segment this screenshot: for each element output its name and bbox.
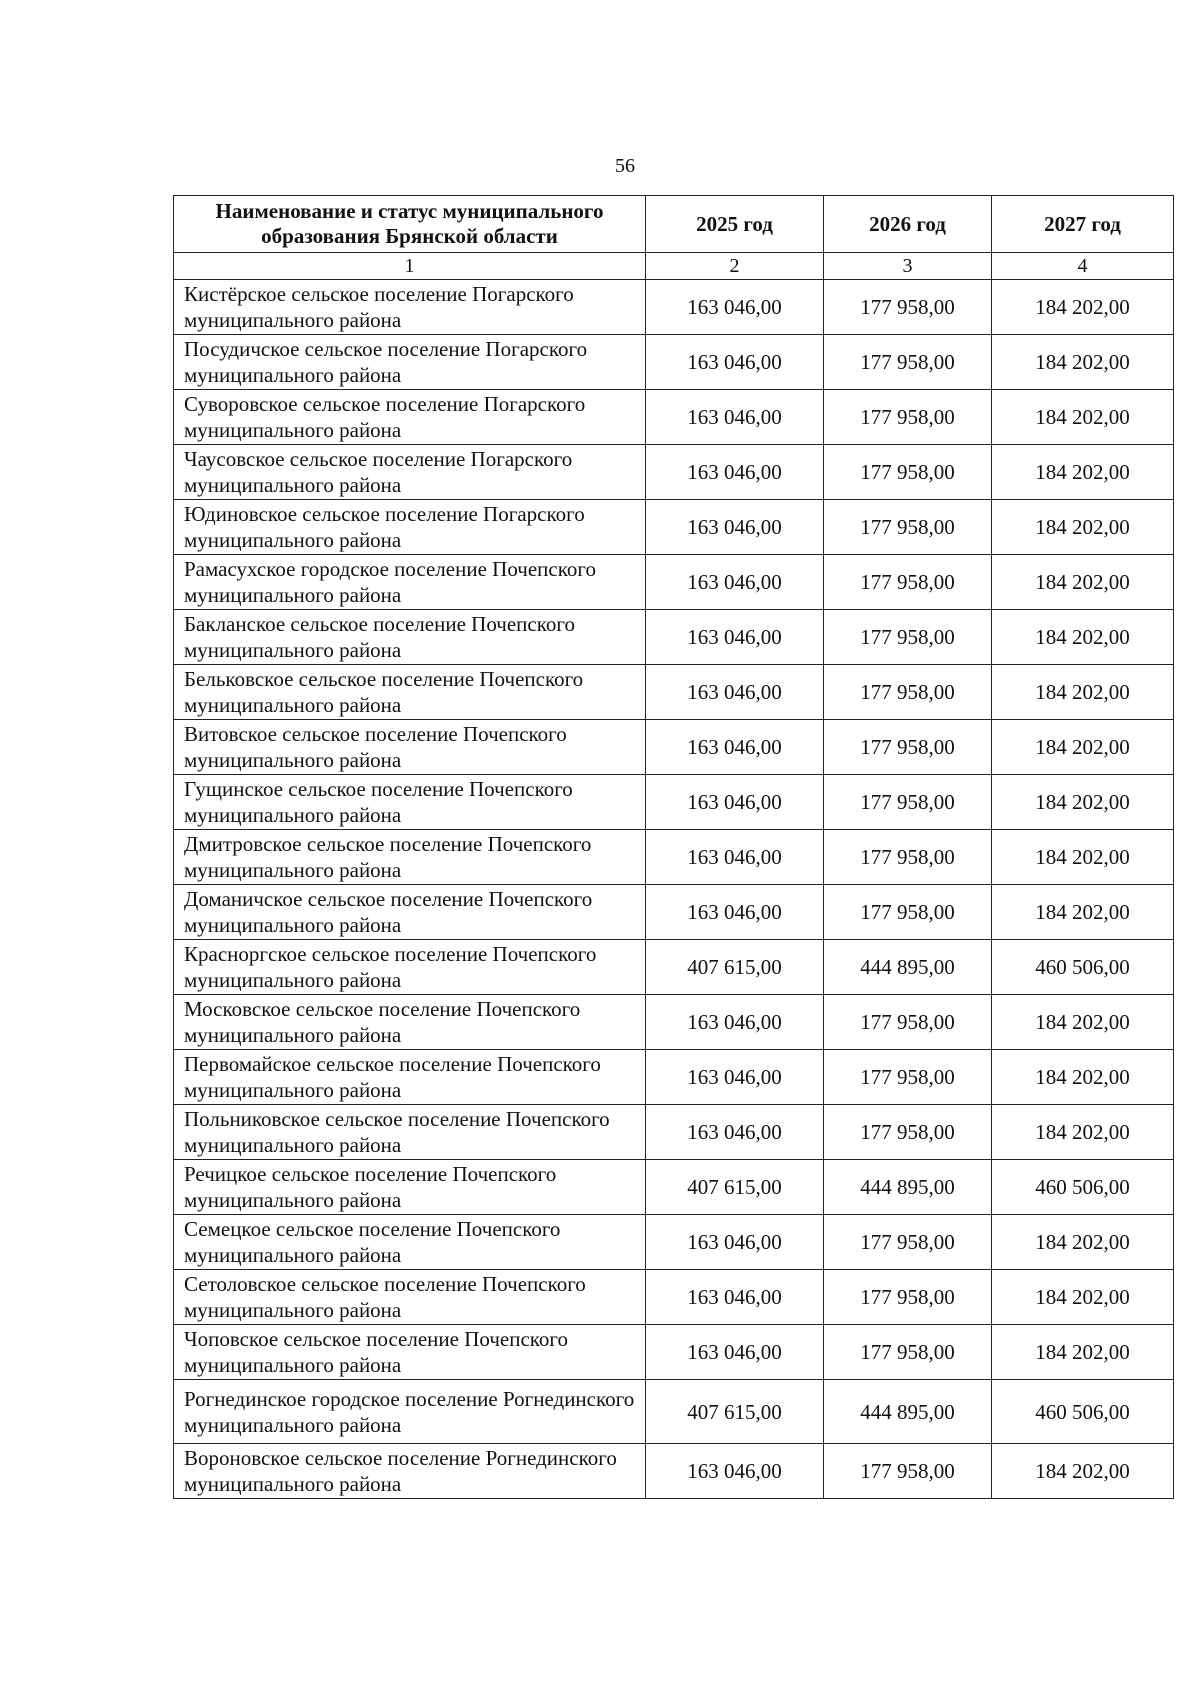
municipality-name: Рогнединское городское поселение Рогнединского муниципального района (174, 1380, 646, 1444)
table-row (174, 555, 1174, 610)
municipality-name: Речицкое сельское поселение Почепского муниципального района (174, 1160, 646, 1215)
table-row (174, 610, 1174, 665)
amount-2027: 184 202,00 (992, 885, 1174, 940)
amount-2025: 163 046,00 (646, 1444, 824, 1499)
amount-2025: 163 046,00 (646, 1270, 824, 1325)
column-number: 1 (174, 253, 646, 280)
table-row (174, 940, 1174, 995)
budget-table (173, 195, 1174, 1499)
amount-2026: 177 958,00 (824, 995, 992, 1050)
municipality-name: Суворовское сельское поселение Погарского муниципального района (174, 390, 646, 445)
table-row (174, 775, 1174, 830)
amount-2026: 177 958,00 (824, 1105, 992, 1160)
amount-2025: 163 046,00 (646, 995, 824, 1050)
amount-2025: 163 046,00 (646, 445, 824, 500)
table-row (174, 1444, 1174, 1499)
amount-2026: 177 958,00 (824, 775, 992, 830)
amount-2027: 184 202,00 (992, 280, 1174, 335)
amount-2026: 177 958,00 (824, 1050, 992, 1105)
amount-2025: 163 046,00 (646, 1105, 824, 1160)
table-row (174, 995, 1174, 1050)
municipality-name: Доманичское сельское поселение Почепского муниципального района (174, 885, 646, 940)
amount-2025: 163 046,00 (646, 885, 824, 940)
amount-2025: 163 046,00 (646, 720, 824, 775)
table-row (174, 1160, 1174, 1215)
municipality-name: Посудичское сельское поселение Погарского муниципального района (174, 335, 646, 390)
table-row (174, 445, 1174, 500)
amount-2026: 177 958,00 (824, 280, 992, 335)
amount-2026: 177 958,00 (824, 1325, 992, 1380)
amount-2026: 444 895,00 (824, 1380, 992, 1444)
table-row (174, 1270, 1174, 1325)
amount-2027: 184 202,00 (992, 775, 1174, 830)
amount-2025: 407 615,00 (646, 1380, 824, 1444)
column-number: 4 (992, 253, 1174, 280)
amount-2027: 184 202,00 (992, 610, 1174, 665)
amount-2027: 460 506,00 (992, 1380, 1174, 1444)
municipality-name: Кистёрское сельское поселение Погарского муниципального района (174, 280, 646, 335)
municipality-name: Вороновское сельское поселение Рогнединского муниципального района (174, 1444, 646, 1499)
amount-2026: 177 958,00 (824, 555, 992, 610)
table-row (174, 720, 1174, 775)
amount-2025: 163 046,00 (646, 335, 824, 390)
amount-2027: 184 202,00 (992, 1325, 1174, 1380)
municipality-name: Сетоловское сельское поселение Почепского муниципального района (174, 1270, 646, 1325)
amount-2026: 177 958,00 (824, 445, 992, 500)
amount-2025: 163 046,00 (646, 500, 824, 555)
amount-2025: 407 615,00 (646, 940, 824, 995)
municipality-name: Красноргское сельское поселение Почепского муниципального района (174, 940, 646, 995)
amount-2025: 407 615,00 (646, 1160, 824, 1215)
amount-2026: 444 895,00 (824, 1160, 992, 1215)
amount-2027: 184 202,00 (992, 830, 1174, 885)
table-row (174, 1380, 1174, 1444)
amount-2025: 163 046,00 (646, 1215, 824, 1270)
table-row (174, 500, 1174, 555)
municipality-name: Первомайское сельское поселение Почепского муниципального района (174, 1050, 646, 1105)
amount-2026: 177 958,00 (824, 1270, 992, 1325)
municipality-name: Рамасухское городское поселение Почепского муниципального района (174, 555, 646, 610)
amount-2027: 184 202,00 (992, 720, 1174, 775)
amount-2026: 177 958,00 (824, 720, 992, 775)
page-number: 56 (615, 155, 635, 177)
amount-2027: 184 202,00 (992, 995, 1174, 1050)
amount-2026: 177 958,00 (824, 390, 992, 445)
table-row (174, 885, 1174, 940)
municipality-name: Бакланское сельское поселение Почепского муниципального района (174, 610, 646, 665)
table-body (174, 280, 1174, 1499)
table-row (174, 830, 1174, 885)
amount-2026: 177 958,00 (824, 500, 992, 555)
municipality-name: Дмитровское сельское поселение Почепского муниципального района (174, 830, 646, 885)
amount-2027: 184 202,00 (992, 665, 1174, 720)
table-row (174, 1325, 1174, 1380)
amount-2027: 460 506,00 (992, 940, 1174, 995)
amount-2026: 177 958,00 (824, 665, 992, 720)
amount-2025: 163 046,00 (646, 775, 824, 830)
amount-2026: 177 958,00 (824, 1444, 992, 1499)
amount-2025: 163 046,00 (646, 830, 824, 885)
amount-2027: 184 202,00 (992, 1444, 1174, 1499)
municipality-name: Гущинское сельское поселение Почепского муниципального района (174, 775, 646, 830)
header-name: Наименование и статус муниципального образования Брянской области (174, 196, 646, 253)
header-row (174, 196, 1174, 253)
amount-2027: 184 202,00 (992, 335, 1174, 390)
table-row (174, 1050, 1174, 1105)
amount-2027: 460 506,00 (992, 1160, 1174, 1215)
amount-2027: 184 202,00 (992, 555, 1174, 610)
amount-2027: 184 202,00 (992, 500, 1174, 555)
amount-2027: 184 202,00 (992, 1215, 1174, 1270)
amount-2026: 177 958,00 (824, 830, 992, 885)
amount-2025: 163 046,00 (646, 610, 824, 665)
amount-2026: 177 958,00 (824, 885, 992, 940)
header-2025: 2025 год (646, 196, 824, 253)
municipality-name: Чоповское сельское поселение Почепского муниципального района (174, 1325, 646, 1380)
municipality-name: Юдиновское сельское поселение Погарского муниципального района (174, 500, 646, 555)
amount-2027: 184 202,00 (992, 1270, 1174, 1325)
amount-2026: 177 958,00 (824, 335, 992, 390)
table-row (174, 1105, 1174, 1160)
municipality-name: Чаусовское сельское поселение Погарского муниципального района (174, 445, 646, 500)
header-2026: 2026 год (824, 196, 992, 253)
amount-2025: 163 046,00 (646, 280, 824, 335)
table-row (174, 335, 1174, 390)
amount-2027: 184 202,00 (992, 390, 1174, 445)
table-row (174, 390, 1174, 445)
header-2027: 2027 год (992, 196, 1174, 253)
table-row (174, 280, 1174, 335)
amount-2027: 184 202,00 (992, 1050, 1174, 1105)
amount-2025: 163 046,00 (646, 665, 824, 720)
municipality-name: Московское сельское поселение Почепского муниципального района (174, 995, 646, 1050)
amount-2026: 444 895,00 (824, 940, 992, 995)
column-number-row (174, 253, 1174, 280)
municipality-name: Бельковское сельское поселение Почепского муниципального района (174, 665, 646, 720)
column-number: 2 (646, 253, 824, 280)
table-row (174, 1215, 1174, 1270)
amount-2025: 163 046,00 (646, 1050, 824, 1105)
municipality-name: Семецкое сельское поселение Почепского муниципального района (174, 1215, 646, 1270)
amount-2027: 184 202,00 (992, 445, 1174, 500)
amount-2027: 184 202,00 (992, 1105, 1174, 1160)
amount-2025: 163 046,00 (646, 390, 824, 445)
table-header (174, 196, 1174, 280)
table-row (174, 665, 1174, 720)
column-number: 3 (824, 253, 992, 280)
municipality-name: Польниковское сельское поселение Почепского муниципального района (174, 1105, 646, 1160)
amount-2026: 177 958,00 (824, 610, 992, 665)
amount-2025: 163 046,00 (646, 1325, 824, 1380)
municipality-name: Витовское сельское поселение Почепского муниципального района (174, 720, 646, 775)
amount-2025: 163 046,00 (646, 555, 824, 610)
amount-2026: 177 958,00 (824, 1215, 992, 1270)
